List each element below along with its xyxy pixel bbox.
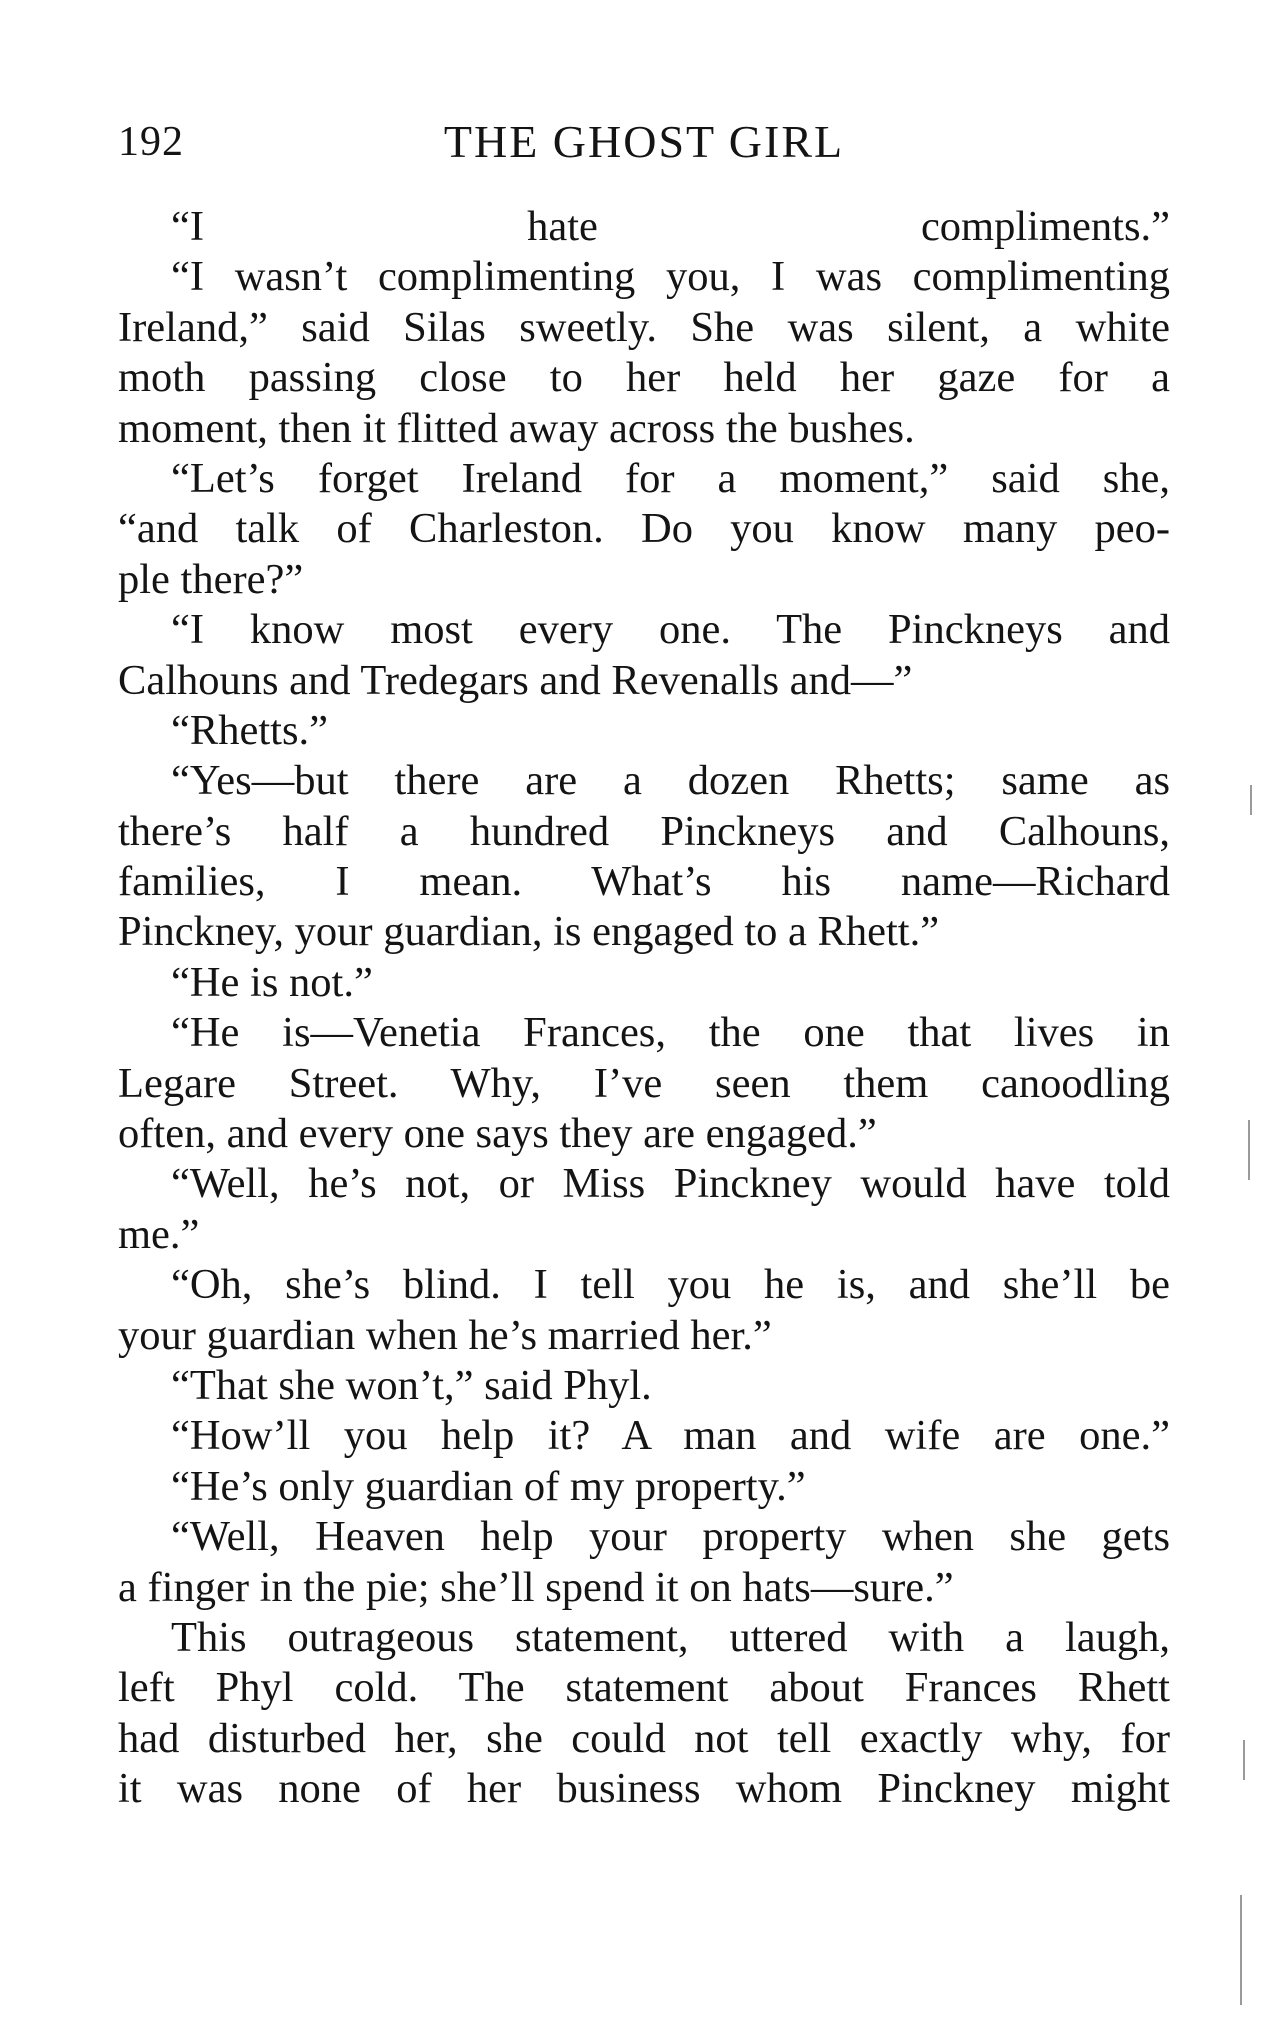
text-line: moment, then it flitted away across the bushes. [118, 404, 915, 452]
text-line: often, and every one says they are engaged.” [118, 1110, 877, 1158]
text-line: Ireland,” said Silas sweetly. She was silent, a white [118, 303, 1170, 351]
scan-speck [1243, 1740, 1245, 1780]
text-line: “I know most every one. The Pinckneys and [171, 606, 1170, 654]
text-line: moth passing close to her held her gaze for a [118, 354, 1170, 402]
text-line: “and talk of Charleston. Do you know many peo- [118, 505, 1170, 553]
text-line: there’s half a hundred Pinckneys and Calhouns, [118, 807, 1170, 855]
scan-speck [1240, 1895, 1242, 2005]
running-title: THE GHOST GIRL [443, 116, 845, 167]
text-line: “Let’s forget Ireland for a moment,” said she, [171, 454, 1170, 502]
text-line: it was none of her business whom Pinckney might [118, 1765, 1170, 1813]
running-head [118, 112, 1170, 172]
text-line: your guardian when he’s married her.” [118, 1311, 772, 1359]
text-line: “Rhetts.” [171, 706, 328, 754]
text-line: “He is—Venetia Frances, the one that lives in [171, 1009, 1170, 1057]
text-line: had disturbed her, she could not tell exactly why, for [118, 1714, 1170, 1762]
text-line: me.” [118, 1210, 200, 1258]
text-line: “Oh, she’s blind. I tell you he is, and she’ll be [171, 1261, 1170, 1309]
text-line: “How’ll you help it? A man and wife are one.” [171, 1412, 1170, 1460]
text-line: “That she won’t,” said Phyl. [171, 1361, 652, 1409]
text-line: a finger in the pie; she’ll spend it on hats—sure.” [118, 1563, 954, 1611]
text-line: “He is not.” [171, 958, 373, 1006]
text-line: left Phyl cold. The statement about Frances Rhett [118, 1664, 1170, 1712]
text-line: “Well, Heaven help your property when she gets [171, 1513, 1170, 1561]
text-line: families, I mean. What’s his name—Richard [118, 858, 1170, 906]
text-line: Legare Street. Why, I’ve seen them canoodling [118, 1059, 1170, 1107]
scan-speck [1250, 785, 1252, 815]
scan-speck [1248, 1120, 1250, 1180]
text-line: Pinckney, your guardian, is engaged to a Rhett.” [118, 908, 940, 956]
text-line: ple there?” [118, 555, 304, 603]
text-line: “Yes—but there are a dozen Rhetts; same as [171, 757, 1170, 805]
page-number: 192 [118, 119, 184, 165]
text-line: This outrageous statement, uttered with a laugh, [171, 1613, 1170, 1661]
text-line: “Well, he’s not, or Miss Pinckney would have told [171, 1160, 1170, 1208]
text-line: “I wasn’t complimenting you, I was complimenting [171, 253, 1170, 301]
body-text [118, 202, 1170, 1815]
text-line: “He’s only guardian of my property.” [171, 1462, 806, 1510]
text-line: Calhouns and Tredegars and Revenalls and—” [118, 656, 913, 704]
text-line: “I hate compliments.” [171, 203, 1170, 250]
